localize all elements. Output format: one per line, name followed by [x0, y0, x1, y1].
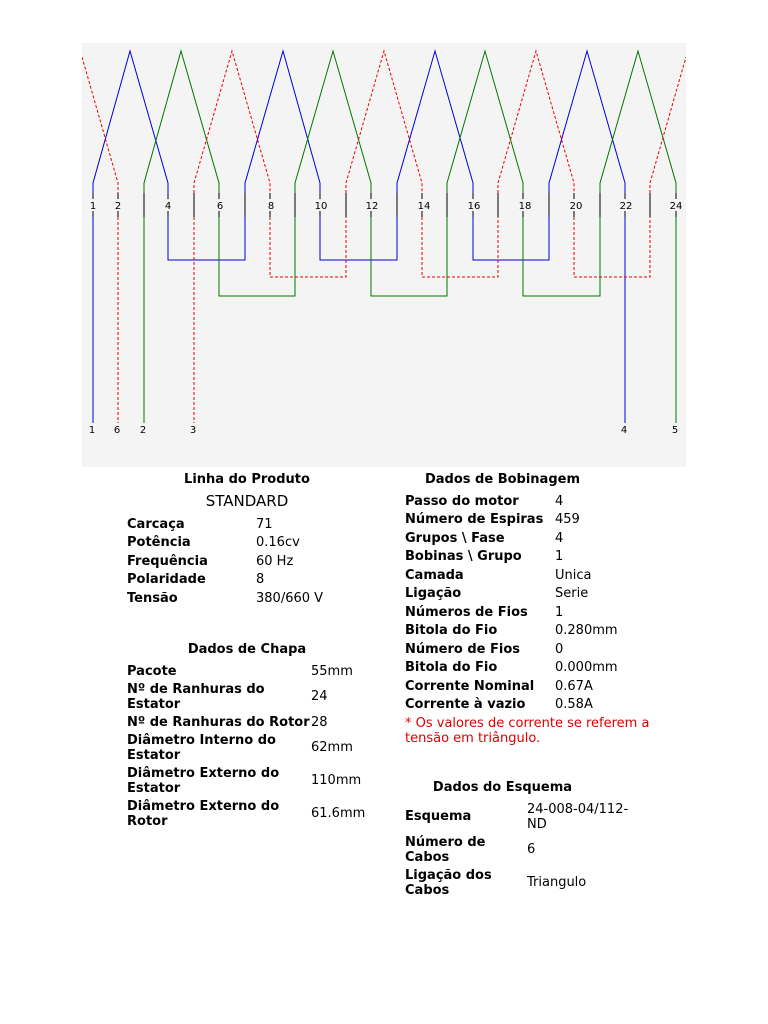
spec-value: 4: [555, 493, 564, 509]
spec-row: [405, 659, 655, 678]
spec-label: Polaridade: [127, 572, 206, 588]
note-row: [405, 714, 655, 746]
spec-row: [127, 713, 365, 731]
scheme-data-section: [405, 780, 655, 899]
terminal-number: 16: [467, 201, 481, 212]
spec-label: Nº de Ranhuras do Rotor: [127, 714, 310, 730]
spec-label: Ligação dos Cabos: [405, 867, 492, 898]
lead-label: 4: [620, 425, 628, 436]
spec-row: [127, 571, 323, 590]
spec-label: Grupos \ Fase: [405, 530, 505, 546]
spec-label: Carcaça: [127, 516, 185, 532]
sheet-data-section: [127, 642, 387, 830]
spec-row: [127, 797, 365, 830]
spec-value: 61.6mm: [311, 806, 366, 821]
terminal-number: 22: [619, 201, 633, 212]
spec-value: 0.67A: [555, 678, 593, 694]
spec-label: Diâmetro Interno do Estator: [127, 732, 276, 763]
spec-label: Passo do motor: [405, 493, 519, 509]
spec-label: Diâmetro Externo do Rotor: [127, 798, 280, 829]
spec-value: 1: [555, 549, 564, 565]
lead-labels: [89, 425, 678, 436]
winding-data-section: [405, 472, 655, 746]
spec-label: Corrente Nominal: [405, 678, 535, 694]
spec-label: Nº de Ranhuras do Estator: [127, 681, 265, 712]
spec-label: Corrente à vazio: [405, 697, 526, 713]
spec-value: 0.16cv: [256, 535, 300, 551]
spec-value: 55mm: [311, 663, 353, 679]
terminal-number-labels: [85, 199, 685, 212]
terminal-number: 24: [669, 201, 683, 212]
terminal-number: 4: [164, 201, 172, 212]
spec-label: Tensão: [127, 590, 178, 606]
spec-label: Número de Cabos: [405, 834, 486, 865]
spec-row: [405, 640, 655, 659]
terminal-number: 8: [267, 201, 275, 212]
spec-row: [405, 800, 637, 833]
spec-value: 8: [256, 572, 265, 588]
section-title: Dados de Chapa: [187, 642, 307, 657]
product-specs-table: [127, 515, 323, 608]
spec-row: [127, 764, 365, 797]
spec-row: [405, 511, 655, 530]
spec-row: [127, 552, 323, 571]
spec-row: [405, 677, 655, 696]
spec-value: 0.000mm: [555, 660, 618, 676]
section-title: Dados de Bobinagem: [424, 472, 580, 487]
spec-label: Números de Fios: [405, 604, 528, 620]
spec-row: [405, 492, 655, 511]
spec-value: 24-008-04/112-ND: [527, 801, 629, 832]
slot-terminals: [93, 193, 676, 217]
spec-value: 459: [555, 512, 580, 528]
lead-label: 5: [671, 425, 679, 436]
phase-b-winding: [144, 51, 676, 423]
spec-row: [127, 534, 323, 553]
lead-label: 1: [88, 425, 96, 436]
spec-label: Camada: [405, 567, 464, 583]
spec-value: 4: [555, 530, 564, 546]
sheet-data-table: [127, 662, 365, 830]
spec-row: [405, 603, 655, 622]
phase-a-winding: [93, 51, 625, 423]
lead-label: 2: [139, 425, 147, 436]
product-line-section: [127, 472, 367, 608]
spec-row: [405, 529, 655, 548]
spec-label: Pacote: [127, 663, 177, 679]
terminal-number: 6: [216, 201, 224, 212]
spec-row: [405, 585, 655, 604]
spec-value: Unica: [555, 567, 592, 583]
spec-row: [405, 696, 655, 715]
spec-label: Ligação: [405, 586, 462, 602]
spec-row: [405, 566, 655, 585]
spec-row: [405, 833, 637, 866]
spec-row: [405, 866, 637, 899]
spec-value: 28: [311, 714, 328, 730]
spec-label: Frequência: [127, 553, 208, 569]
phase-c-winding: [82, 51, 686, 423]
terminal-number: 14: [417, 201, 431, 212]
spec-value: 60 Hz: [256, 553, 294, 569]
spec-row: [405, 622, 655, 641]
terminal-number: 1: [89, 201, 97, 212]
scheme-data-table: [405, 800, 637, 899]
spec-value: 0: [555, 641, 564, 657]
spec-value: 380/660 V: [256, 590, 324, 606]
spec-row: [127, 731, 365, 764]
lead-label: 6: [113, 425, 121, 436]
spec-label: Esquema: [405, 809, 472, 824]
spec-value: Triangulo: [527, 875, 587, 890]
section-title: Linha do Produto: [184, 472, 310, 487]
terminal-number: 12: [365, 201, 379, 212]
spec-value: 110mm: [311, 773, 362, 788]
terminal-number: 18: [518, 201, 532, 212]
spec-label: Diâmetro Externo do Estator: [127, 765, 280, 796]
winding-data-table: [405, 492, 655, 746]
current-note: * Os valores de corrente se referem a tensão em triângulo.: [405, 716, 650, 746]
spec-label: Potência: [127, 535, 191, 551]
section-title: Dados do Esquema: [432, 780, 573, 795]
terminal-number: 2: [114, 201, 122, 212]
lead-label: 3: [189, 425, 197, 436]
spec-label: Bobinas \ Grupo: [405, 549, 522, 565]
spec-value: 1: [555, 604, 564, 620]
terminal-number: 10: [314, 201, 328, 212]
spec-value: 24: [311, 689, 328, 704]
winding-diagram-svg: [82, 43, 686, 467]
spec-value: 0.58A: [555, 697, 593, 713]
spec-value: 71: [256, 516, 273, 532]
spec-row: [127, 589, 323, 608]
terminal-number: 20: [569, 201, 583, 212]
spec-value: Serie: [555, 586, 589, 602]
spec-row: [405, 548, 655, 567]
spec-row: [127, 515, 323, 534]
spec-label: Número de Espiras: [405, 512, 544, 528]
spec-row: [127, 662, 365, 680]
spec-label: Bitola do Fio: [405, 660, 498, 676]
product-line-name: STANDARD: [205, 492, 289, 510]
spec-label: Bitola do Fio: [405, 623, 498, 639]
winding-diagram: [82, 43, 686, 467]
spec-value: 0.280mm: [555, 623, 618, 639]
spec-value: 6: [527, 842, 536, 857]
spec-label: Número de Fios: [405, 641, 521, 657]
spec-value: 62mm: [311, 740, 353, 755]
spec-row: [127, 680, 365, 713]
